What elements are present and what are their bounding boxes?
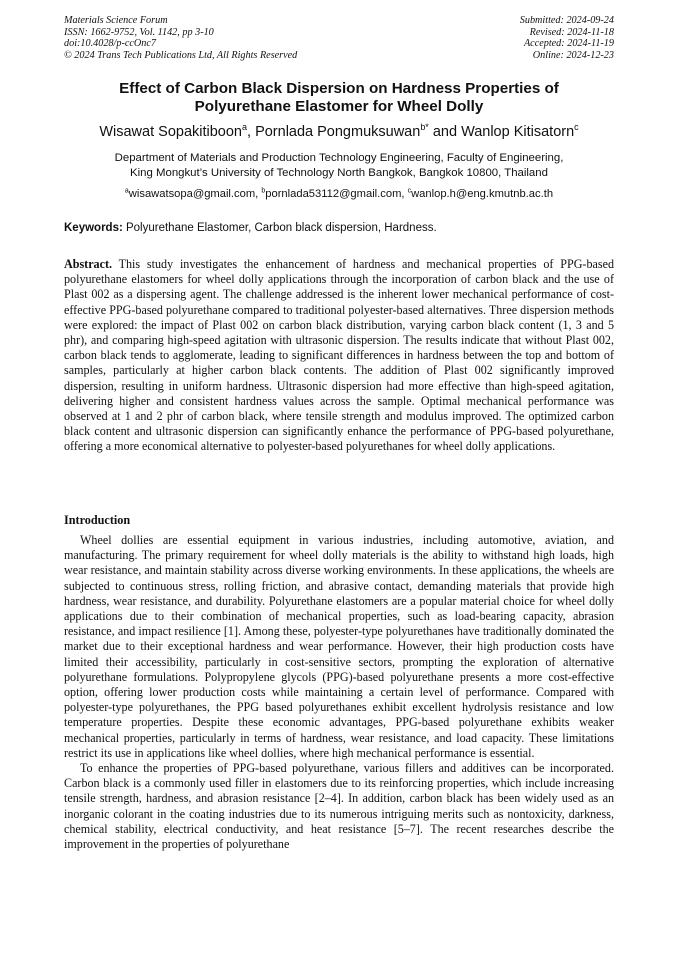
affiliation-line-1: Department of Materials and Production Technology Engineering, Faculty of Engineering,: [114, 152, 564, 164]
email-a[interactable]: wisawatsopa@gmail.com: [128, 188, 256, 200]
email-mark-a: a: [124, 187, 129, 195]
email-b[interactable]: pornlada53112@gmail.com: [265, 188, 402, 200]
journal-issn: ISSN: 1662-9752, Vol. 1142, pp 3-10: [64, 26, 214, 38]
abstract-text: This study investigates the enhancement of hardness and mechanical properties of PPG-based polyurethane elastomers for wheel dolly applications through the incorporation of carbon black and the use of Plast 002 as a dispersing agent. The challenge addressed is the inherent lower mechanical performance of cost-effective PPG-based polyurethane compared to traditional polyester-based alternatives. Three dispersion methods were explored: the impact of Plast 002 on carbon black distribution, varying carbon black content (1, 3 and 5 phr), and comparing high-speed agitation with ultrasonic dispersion. The results indicate that without Plast 002, carbon black tends to agglomerate, leading to significant differences in hardness between the top and bottom of samples, particularly at higher carbon black contents. The addition of Plast 002 significantly improved dispersion, resulting in uniform hardness. Ultrasonic dispersion had more effective than high-speed agitation, delivering higher and consistent hardness values across the sample. Optimal mechanical performance was observed at 1 and 2 phr of carbon black, where tensile strength and modulus improved. The optimized carbon black content and ultrasonic dispersion can significantly enhance the performance of PPG-based polyurethane, offering a more economical alternative to polyester-based polyurethanes for wheel dolly applications.: [64, 257, 614, 454]
paper-title: [64, 80, 614, 116]
journal-info: [64, 15, 297, 61]
keywords: [64, 221, 614, 235]
submitted-date: Submitted: 2024-09-24: [519, 15, 614, 26]
introduction-body: [64, 533, 614, 852]
author-3: Wanlop Kitisatorn: [461, 124, 575, 140]
author-1-affil-mark: a: [242, 122, 247, 133]
title-line-2: Polyurethane Elastomer for Wheel Dolly: [194, 98, 484, 115]
copyright: © 2024 Trans Tech Publications Ltd, All Rights Reserved: [64, 49, 298, 61]
email-separator: ,: [255, 188, 262, 200]
author-separator: ,: [247, 124, 256, 140]
author-2-affil-mark: b*: [420, 122, 429, 133]
author-emails: [64, 187, 614, 201]
revised-date: Revised: 2024-11-18: [529, 26, 614, 38]
abstract-label: Abstract.: [64, 257, 113, 271]
email-mark-b: b: [261, 187, 266, 195]
intro-paragraph-1: Wheel dollies are essential equipment in various industries, including automotive, aviation, and manufacturing. The primary requirement for wheel dolly materials is the ability to withstand high loads, high wear resistance, and maintain stability across diverse working environments. In these applications, the wheels are subjected to continuous stress, rolling friction, and abrasive contact, demanding materials that provide high hardness, wear resistance, and durability. Polyurethane elastomers are a popular material choice for wheel dolly applications due to their combination of mechanical properties, such as load-bearing capacity, abrasion resistance, and impact resilience [1]. Among these, polyester-type polyurethanes have traditionally dominated the market due to their exceptional hardness and wear performance. However, their high production costs have limited their accessibility, particularly in cost-sensitive sectors, prompting the exploration of alternative polyurethane formulations. Polypropylene glycols (PPG)-based polyurethane presents a more cost-effective option, offering lower production costs while maintaining a certain level of performance. Compared with polyester-type polyurethanes, the PPG based polyurethanes exhibit excellent hydrolysis resistance and low temperature properties. Despite these economic advantages, PPG-based polyurethane exhibits weaker mechanical properties, particularly in terms of hardness, wear resistance, and load capacity. These limitations restrict its use in applications like wheel dollies, where high mechanical performance is essential.: [64, 533, 614, 760]
affiliation: [64, 151, 614, 180]
abstract: [64, 257, 614, 455]
doi: doi:10.4028/p-ccOnc7: [64, 38, 156, 50]
author-2: Pornlada Pongmuksuwan: [255, 124, 421, 140]
author-3-affil-mark: c: [574, 122, 579, 133]
title-line-1: Effect of Carbon Black Dispersion on Hardness Properties of: [119, 80, 559, 97]
author-1: Wisawat Sopakitiboon: [99, 124, 242, 140]
affiliation-line-2: King Mongkut’s University of Technology North Bangkok, Bangkok 10800, Thailand: [130, 166, 548, 179]
author-separator: and: [428, 124, 462, 140]
email-c[interactable]: wanlop.h@eng.kmutnb.ac.th: [411, 188, 554, 200]
keywords-label: Keywords:: [64, 222, 123, 234]
journal-name: Materials Science Forum: [64, 15, 168, 26]
author-list: [64, 123, 614, 141]
email-separator: ,: [401, 188, 408, 200]
online-date: Online: 2024-12-23: [532, 49, 614, 61]
section-heading-introduction: Introduction: [64, 513, 131, 527]
accepted-date: Accepted: 2024-11-19: [523, 38, 614, 50]
email-mark-c: c: [407, 187, 412, 195]
keywords-text: Polyurethane Elastomer, Carbon black dispersion, Hardness.: [122, 222, 437, 234]
publication-dates: [520, 15, 614, 61]
intro-paragraph-2: To enhance the properties of PPG-based polyurethane, various fillers and additives can be incorporated. Carbon black is a commonly used filler in elastomers due to its reinforcing properties, which include increasing tensile strength, hardness, and abrasion resistance [2–4]. In addition, carbon black has been widely used as an inorganic colorant in the coating industries due to its numerous intriguing merits such as nontoxicity, darkness, chemical stability, electrical conductivity, and heat resistance [5–7]. The recent researches describe the improvement in the properties of polyurethane: [64, 761, 614, 852]
